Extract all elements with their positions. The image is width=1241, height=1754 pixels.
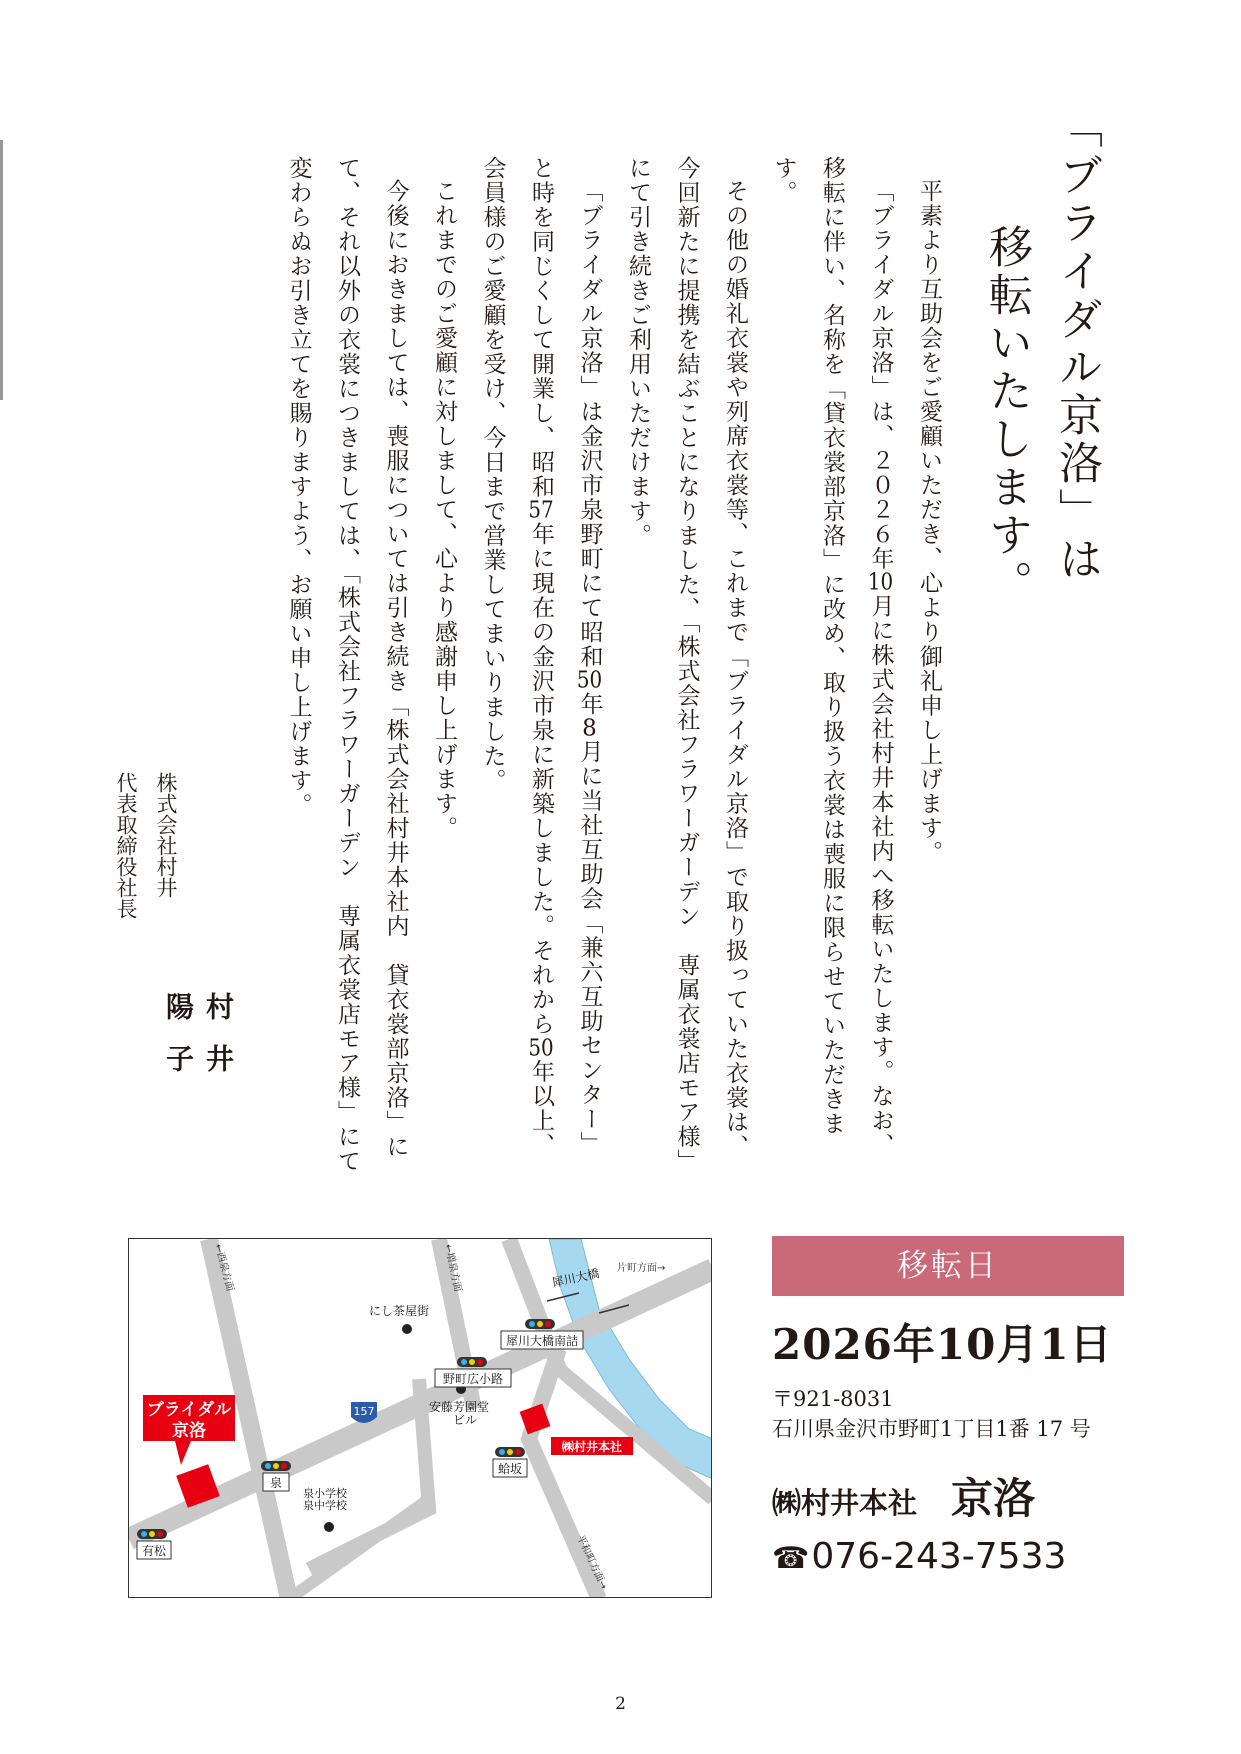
paragraph-4-text-b: 年 <box>576 692 603 717</box>
poi-ando-2: ビル <box>453 1413 478 1427</box>
signature-name: 村井 陽子 <box>162 992 235 1148</box>
svg-text:野町広小路: 野町広小路 <box>442 1372 504 1386</box>
paragraph-4-text-a: 「ブライダル京洛」は金沢市泉野町にて昭和 <box>576 179 603 669</box>
route-number: 157 <box>353 1405 375 1418</box>
poi-ando-1: 安藤芳園堂 <box>429 1400 490 1414</box>
poi-school-2: 泉中学校 <box>303 1499 347 1512</box>
moving-date-badge: 移転日 <box>772 1236 1124 1296</box>
route-157-shield <box>351 1402 377 1423</box>
phone-number: 076-243-7533 <box>811 1536 1067 1577</box>
signal-hebisaka <box>493 1447 527 1477</box>
paragraph-2-text-a: 「ブライダル京洛」は、２０２６年 <box>867 179 894 571</box>
signature-company: 株式会社村井 <box>154 772 178 898</box>
road-west-2 <box>289 1499 429 1598</box>
moving-date: 2026年10月1日 <box>772 1320 1113 1369</box>
paragraph-5: これまでのご愛顧に対しまして、心より感謝申し上げます。 <box>431 179 457 841</box>
paragraph-2-text-b: 月に株式会社村井本社内へ移転いたします。なお、移転に伴い、名称を「貸衣裳部京洛」に改め、取り扱う衣裳は喪服に限らせていただきます。 <box>770 156 894 1158</box>
dir-masuizumi: ←増泉方面 <box>442 1243 463 1293</box>
store-name: 京洛 <box>951 1474 1036 1523</box>
poi-school-1: 泉小学校 <box>303 1487 347 1500</box>
postal-code: 〒921-8031 <box>772 1387 894 1411</box>
paragraph-1: 平素より互助会をご愛顧いただき、心より御礼申し上げます。 <box>916 179 942 865</box>
page-title <box>971 104 1111 784</box>
paragraph-4-number-4: 50 <box>528 1036 554 1060</box>
svg-text:泉: 泉 <box>269 1476 283 1490</box>
company-line <box>772 1466 1124 1526</box>
dir-hirawa: 平和町方面→ <box>574 1533 609 1592</box>
paragraph-2-number: 10 <box>867 571 894 594</box>
phone-line <box>772 1536 1124 1577</box>
paragraph-4-number-1: 50 <box>576 669 603 692</box>
poi-school-dot <box>324 1522 334 1532</box>
page-number: 2 <box>615 1694 626 1714</box>
signature-block <box>106 772 235 1192</box>
signal-izumi <box>261 1461 291 1491</box>
announcement-body <box>274 156 953 1176</box>
paragraph-4-text-c: 月に当社互助会「兼六互助センター」と時を同じくして開業し、昭和 <box>528 156 603 1156</box>
bridge-label: 犀川大橋 <box>550 1266 601 1290</box>
company-name: ㈱村井本社 <box>772 1486 918 1520</box>
paragraph-4-text-d: 年に現在の金沢市泉に新築しました。それから <box>528 522 554 1037</box>
svg-text:有松: 有松 <box>141 1544 167 1558</box>
svg-text:京洛: 京洛 <box>172 1421 206 1441</box>
paragraph-3: その他の婚礼衣裳や列席衣裳等、これまで「ブライダル京洛」で取り扱っていた衣裳は、今回新たに提携を結ぶことになりました、「株式会社フラワーガーデン 専属衣裳店モア様」にて引き続きご利用いただけます。 <box>625 156 748 1174</box>
title-line-2: 移転いたします。 <box>981 224 1032 608</box>
svg-text:蛤坂: 蛤坂 <box>497 1462 523 1476</box>
access-map <box>128 1238 712 1598</box>
paragraph-6: 今後におきましては、喪服については引き続き「株式会社村井本社内 貸衣裳部京洛」にて、それ以外の衣裳につきましては、「株式会社フラワーガーデン 専属衣裳店モア様」にて変わらぬお引き立てを賜りますよう、お願い申し上げます。 <box>285 156 409 1174</box>
svg-text:ブライダル: ブライダル <box>146 1400 232 1420</box>
poi-chaya: にし茶屋街 <box>369 1304 430 1318</box>
paragraph-2 <box>759 156 905 1176</box>
paragraph-4-number-3: 57 <box>528 499 554 522</box>
phone-icon: ☎ <box>772 1541 810 1576</box>
murai-honsha-label <box>551 1437 633 1455</box>
page-edge-mark <box>0 140 3 400</box>
svg-text:犀川大橋南詰: 犀川大橋南詰 <box>505 1334 579 1348</box>
svg-text:㈱村井本社: ㈱村井本社 <box>561 1440 623 1454</box>
dir-katamachi: 片町方面→ <box>617 1263 666 1274</box>
paragraph-4-text-e: 年以上、会員様のご愛顧を受け、今日まで営業してまいりました。 <box>479 156 554 1158</box>
signal-arimatsu <box>137 1529 171 1559</box>
paragraph-4 <box>468 156 614 1176</box>
bridal-kyoraku-callout <box>143 1395 235 1465</box>
title-line-1: 「ブライダル京洛」は <box>1051 104 1102 584</box>
address: 石川県金沢市野町1丁目1番 17 号 <box>772 1417 1091 1441</box>
paragraph-4-number-2: 8 <box>582 716 597 740</box>
dir-nishiizumi: ←西泉方面 <box>212 1242 236 1293</box>
signature-role: 代表取締役社長 <box>114 772 138 919</box>
info-panel <box>772 1236 1124 1577</box>
poi-chaya-dot <box>402 1324 412 1334</box>
